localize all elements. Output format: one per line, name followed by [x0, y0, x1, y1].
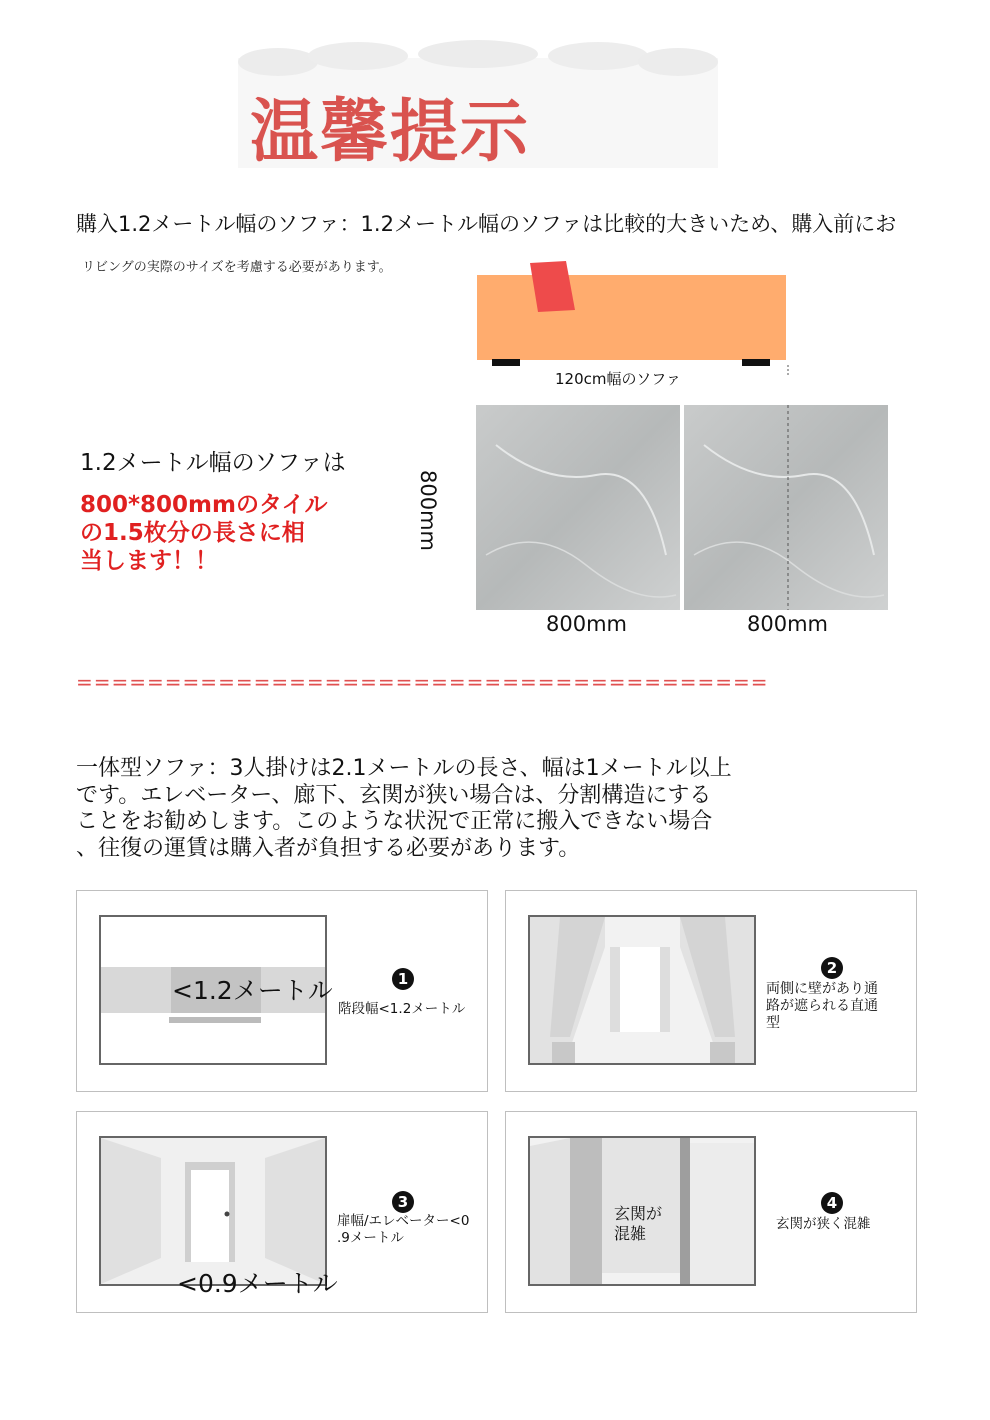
notice-line-1: 一体型ソファ：3人掛けは2.1メートルの長さ、幅は1メートル以上 — [76, 756, 732, 781]
entrance-label-line-1: 玄関が — [614, 1204, 663, 1223]
sofa-width-label: 120cm幅のソファ — [555, 370, 681, 388]
stair-width-label: <1.2メートル — [172, 976, 333, 1005]
panel-2-caption — [766, 981, 878, 1032]
notice-line-3: ことをお勧めします。このような状況で正常に搬入できない場合 — [76, 809, 713, 834]
section-divider: ======================================= — [76, 670, 769, 694]
intro-line: 購入1.2メートル幅のソファ：1.2メートル幅のソファは比較的大きいため、購入前にお — [76, 212, 897, 236]
panel-2-caption-line-1: 両側に壁があり通 — [766, 981, 878, 997]
notice-paragraph — [76, 756, 836, 862]
panel-1-caption: 階段幅<1.2メートル — [338, 1001, 466, 1017]
door-width-label: <0.9メートル — [177, 1269, 338, 1298]
number-badge-2: 2 — [821, 957, 843, 979]
number-badge-1: 1 — [392, 968, 414, 990]
claim-emphasis-line-1: 800*800mmのタイル — [80, 492, 328, 518]
panel-door-width — [76, 1111, 488, 1313]
panel-3-caption-line-2: .9メートル — [337, 1230, 404, 1246]
claim-main-text: 1.2メートル幅のソファは — [80, 450, 346, 476]
notice-line-2: です。エレベーター、廊下、玄関が狭い場合は、分割構造にする — [76, 782, 712, 808]
door-drawing — [101, 1138, 325, 1284]
intro-subline: リビングの実際のサイズを考慮する必要があります。 — [82, 260, 392, 275]
panel-2-caption-line-3: 型 — [766, 1015, 780, 1031]
panel-3-caption — [337, 1213, 469, 1247]
notice-line-4: 、往復の運賃は購入者が負担する必要があります。 — [76, 835, 581, 861]
claim-box — [80, 444, 410, 575]
claim-emphasis — [80, 491, 380, 575]
panel-corridor — [505, 890, 917, 1092]
entrance-label-line-2: 混雑 — [614, 1224, 647, 1243]
marble-tiles — [476, 405, 888, 610]
panel-stair-width — [76, 890, 488, 1092]
claim-emphasis-line-3: 当します！！ — [80, 548, 218, 574]
sofa-illustration — [470, 255, 800, 375]
corridor-illustration — [528, 915, 756, 1065]
tile-height-label: 800mm — [416, 470, 440, 551]
claim-emphasis-line-2: の1.5枚分の長さに相 — [80, 520, 305, 546]
entrance-label — [614, 1204, 662, 1244]
tile-width-label-2: 800mm — [747, 612, 828, 636]
number-badge-4: 4 — [821, 1192, 843, 1214]
panel-2-caption-line-2: 路が遮られる直通 — [766, 998, 878, 1014]
corridor-drawing — [530, 917, 754, 1063]
panel-entrance — [505, 1111, 917, 1313]
number-badge-3: 3 — [392, 1191, 414, 1213]
panel-4-caption: 玄関が狭く混雑 — [776, 1216, 871, 1232]
tile-width-label-1: 800mm — [546, 612, 627, 636]
panel-3-caption-line-1: 扉幅/エレベーター<0 — [337, 1213, 470, 1229]
page-title: 温馨提示 — [250, 93, 531, 172]
